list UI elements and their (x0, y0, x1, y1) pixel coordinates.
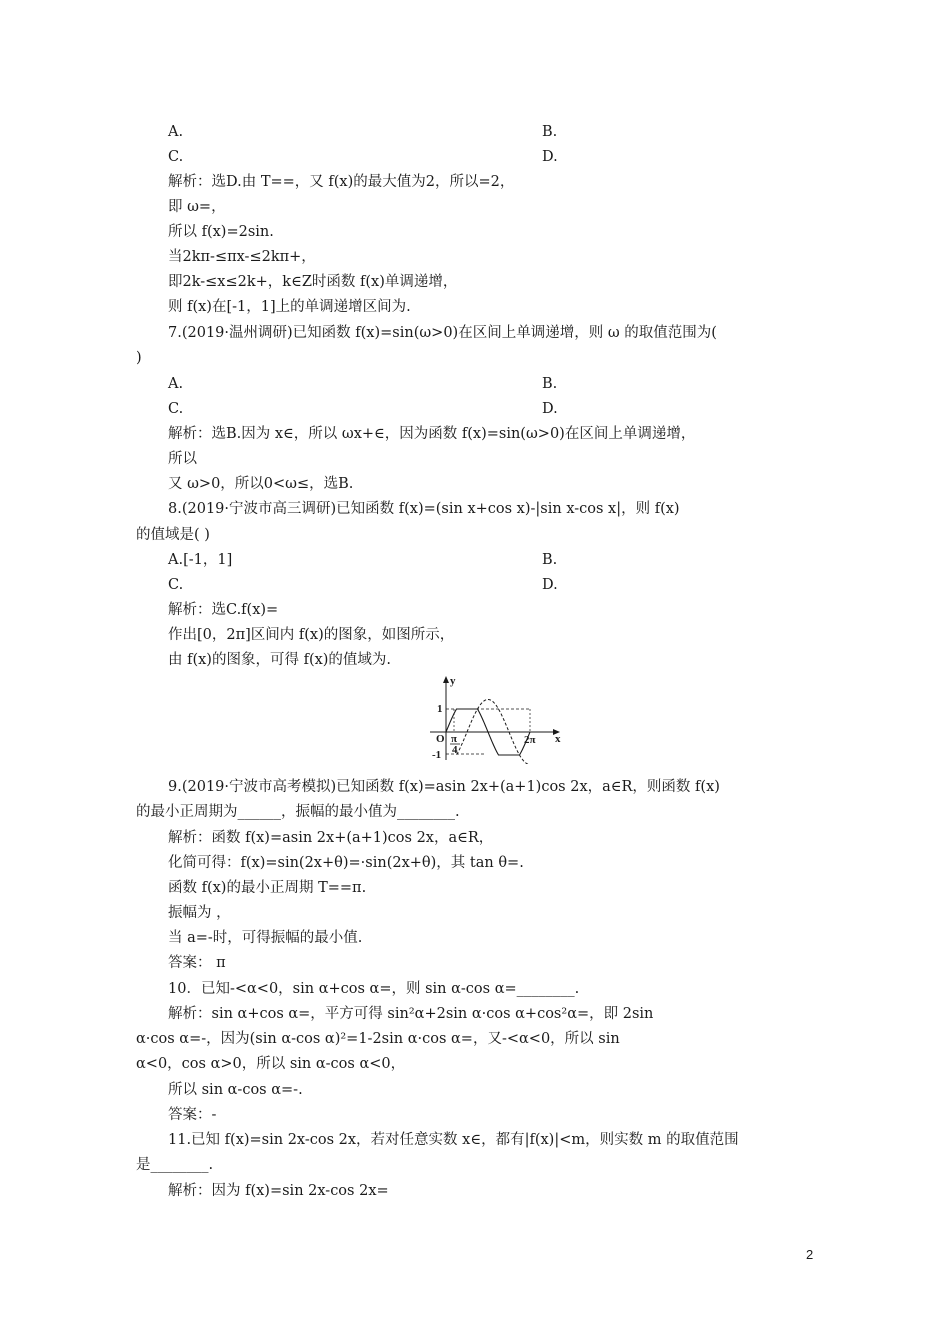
text-line: 即2k-≤x≤2k+，k∈Z时函数 f(x)单调递增， (168, 274, 458, 290)
text-line: B. (542, 124, 558, 140)
text-line: D. (542, 577, 558, 593)
text-line: 答案：- (168, 1107, 217, 1123)
text-line: α<0，cos α>0，所以 sin α-cos α<0， (136, 1056, 406, 1072)
text-line: 解析：选C.f(x)= (168, 602, 279, 618)
text-line: 作出[0，2π]区间内 f(x)的图象，如图所示， (168, 627, 455, 643)
text-line: 解析：因为 f(x)=sin 2x-cos 2x= (168, 1183, 389, 1199)
tick-label-one: 1 (437, 703, 443, 715)
text-line: B. (542, 376, 558, 392)
y-axis-label: y (450, 675, 456, 687)
text-line: 化简可得：f(x)=sin(2x+θ)=·sin(2x+θ)，其 tan θ=. (168, 855, 524, 871)
text-line: D. (542, 401, 558, 417)
text-line: ) (136, 350, 142, 366)
text-line: 是________. (136, 1157, 214, 1173)
text-line: C. (168, 149, 184, 165)
text-line: 则 f(x)在[-1，1]上的单调递增区间为. (168, 299, 411, 315)
y-axis-arrow (443, 676, 449, 683)
text-line: 解析：sin α+cos α=，平方可得 sin²α+2sin α·cos α+cos²α=，即 2sin (168, 1006, 654, 1022)
text-line: 8.(2019·宁波市高三调研)已知函数 f(x)=(sin x+cos x)-|sin x-cos x|，则 f(x) (168, 501, 680, 517)
text-line: D. (542, 149, 558, 165)
text-line: 由 f(x)的图象，可得 f(x)的值域为. (168, 652, 392, 668)
text-line: 所以 (168, 451, 197, 467)
text-line: 11.已知 f(x)=sin 2x-cos 2x，若对任意实数 x∈，都有|f(x)|<m，则实数 m 的取值范围 (168, 1132, 739, 1148)
origin-label: O (436, 733, 445, 745)
page-number: 2 (806, 1247, 814, 1262)
text-line: 解析：函数 f(x)=asin 2x+(a+1)cos 2x，a∈R， (168, 830, 494, 846)
text-line: α·cos α=-，因为(sin α-cos α)²=1-2sin α·cos α=，又-<α<0，所以 sin (136, 1031, 620, 1047)
text-line: B. (542, 552, 558, 568)
tick-label-four: 4 (452, 744, 458, 756)
text-line: 当2kπ-≤πx-≤2kπ+， (168, 249, 316, 265)
text-line: 解析：选B.因为 x∈，所以 ωx+∈，因为函数 f(x)=sin(ω>0)在区间上单调递增， (168, 426, 696, 442)
tick-label-two-pi: 2π (524, 734, 536, 746)
text-line: 9.(2019·宁波市高考模拟)已知函数 f(x)=asin 2x+(a+1)cos 2x，a∈R，则函数 f(x) (168, 779, 720, 795)
text-line: 所以 f(x)=2sin. (168, 224, 274, 240)
text-line: 解析：选D.由 T==，又 f(x)的最大值为2，所以=2， (168, 174, 515, 190)
text-line: 的值域是( ) (136, 527, 210, 543)
tick-label-neg-one: -1 (432, 749, 442, 761)
text-line: 10．已知-<α<0，sin α+cos α=，则 sin α-cos α=________. (168, 981, 580, 997)
text-line: 当 a=-时，可得振幅的最小值. (168, 930, 363, 946)
text-line: C. (168, 577, 184, 593)
function-graph (424, 672, 564, 764)
x-axis-label: x (555, 733, 561, 745)
text-line: 振幅为 ， (168, 905, 231, 921)
tick-label-pi: π (451, 733, 458, 745)
text-line: A.[-1，1] (168, 552, 233, 568)
text-line: 即 ω=， (168, 199, 226, 215)
text-line: A. (168, 124, 184, 140)
text-line: C. (168, 401, 184, 417)
text-line: 的最小正周期为______，振幅的最小值为________. (136, 804, 460, 820)
text-line: 又 ω>0，所以0<ω≤，选B. (168, 476, 354, 492)
text-line: 答案： π (168, 955, 226, 971)
text-line: 7.(2019·温州调研)已知函数 f(x)=sin(ω>0)在区间上单调递增，则 ω 的取值范围为( (168, 325, 717, 341)
text-line: 所以 sin α-cos α=-. (168, 1082, 303, 1098)
text-line: A. (168, 376, 184, 392)
text-line: 函数 f(x)的最小正周期 T==π. (168, 880, 367, 896)
